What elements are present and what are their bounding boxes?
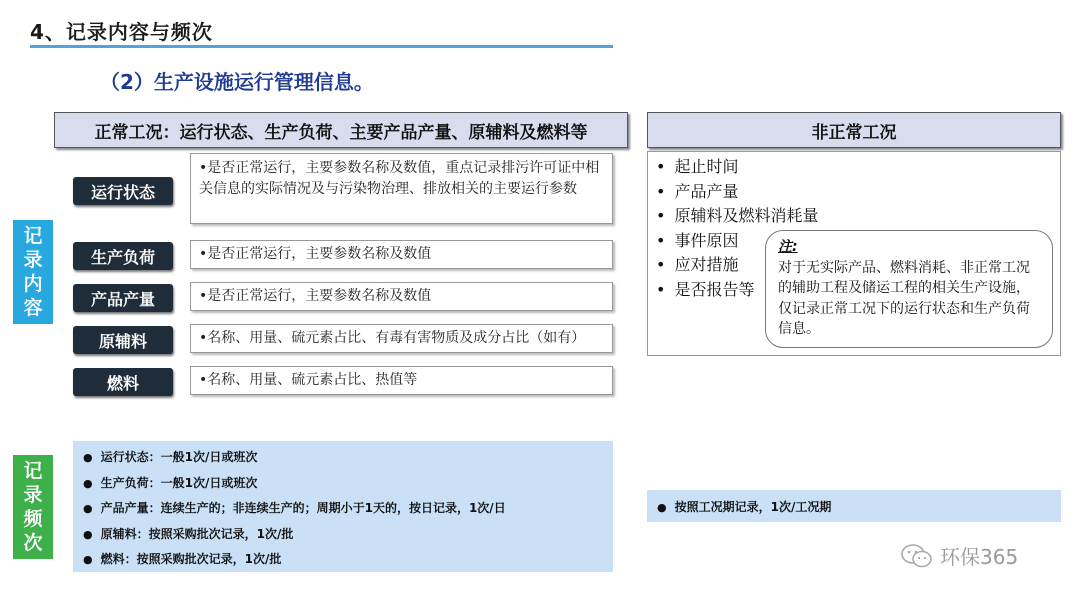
subtitle: （2）生产设施运行管理信息。: [100, 70, 374, 94]
abnormal-condition-header: 非正常工况: [647, 112, 1061, 148]
record-content-label: [13, 220, 53, 324]
item-label-production-load: 生产负荷: [73, 242, 173, 270]
list-item: ● 燃料：按照采购批次记录，1次/批: [83, 547, 603, 573]
list-item: ● 运行状态：一般1次/日或班次: [83, 445, 603, 471]
watermark: [900, 541, 1018, 570]
list-item: • 应对措施: [656, 253, 818, 278]
section-title: 4、记录内容与频次: [30, 20, 213, 44]
item-label-fuel: 燃料: [73, 368, 173, 396]
label-char: 录: [23, 484, 43, 506]
list-item: ● 产品产量：连续生产的；非连续生产的；周期小于1天的，按日记录，1次/日: [83, 496, 603, 522]
note-box: [765, 230, 1053, 348]
item-desc-production-load: •是否正常运行，主要参数名称及数值: [190, 240, 613, 269]
list-item: ● 原辅料：按照采购批次记录，1次/批: [83, 522, 603, 548]
label-char: 次: [23, 532, 43, 554]
note-text: 对于无实际产品、燃料消耗、非正常工况的辅助工程及储运工程的相关生产设施，仅记录正常工况下的运行状态和生产负荷信息。: [778, 259, 1030, 337]
record-frequency-label: [13, 455, 53, 559]
item-label-product-output: 产品产量: [73, 284, 173, 312]
wechat-icon: [900, 543, 934, 569]
item-desc-fuel: •名称、用量、硫元素占比、热值等: [190, 366, 613, 395]
label-char: 容: [23, 297, 43, 319]
title-underline: [30, 45, 613, 48]
item-desc-raw-materials: •名称、用量、硫元素占比、有毒有害物质及成分占比（如有）: [190, 324, 613, 353]
label-char: 频: [23, 508, 43, 530]
label-char: 录: [23, 249, 43, 271]
item-desc-product-output: •是否正常运行，主要参数名称及数值: [190, 282, 613, 311]
list-item: • 起止时间: [656, 155, 818, 180]
label-char: 内: [23, 273, 43, 295]
label-char: 记: [23, 460, 43, 482]
item-label-raw-materials: 原辅料: [73, 326, 173, 354]
item-desc-operation-status: •是否正常运行，主要参数名称及数值，重点记录排污许可证中相关信息的实际情况及与污染物治理、排放相关的主要运行参数: [190, 153, 613, 224]
list-item: • 产品产量: [656, 180, 818, 205]
watermark-text: 环保365: [940, 545, 1019, 569]
frequency-panel: [73, 441, 613, 572]
label-char: 记: [23, 225, 43, 247]
abnormal-frequency-panel: [647, 490, 1061, 522]
note-title: 注:: [778, 239, 798, 255]
list-item: • 原辅料及燃料消耗量: [656, 204, 818, 229]
item-label-operation-status: 运行状态: [73, 177, 173, 205]
normal-condition-header: 正常工况：运行状态、生产负荷、主要产品产量、原辅料及燃料等: [54, 112, 628, 148]
list-item: • 事件原因: [656, 229, 818, 254]
abnormal-frequency-text: ● 按照工况期记录，1次/工况期: [657, 498, 831, 515]
list-item: ● 生产负荷：一般1次/日或班次: [83, 471, 603, 497]
list-item: • 是否报告等: [656, 278, 818, 303]
frequency-list: [83, 445, 603, 573]
